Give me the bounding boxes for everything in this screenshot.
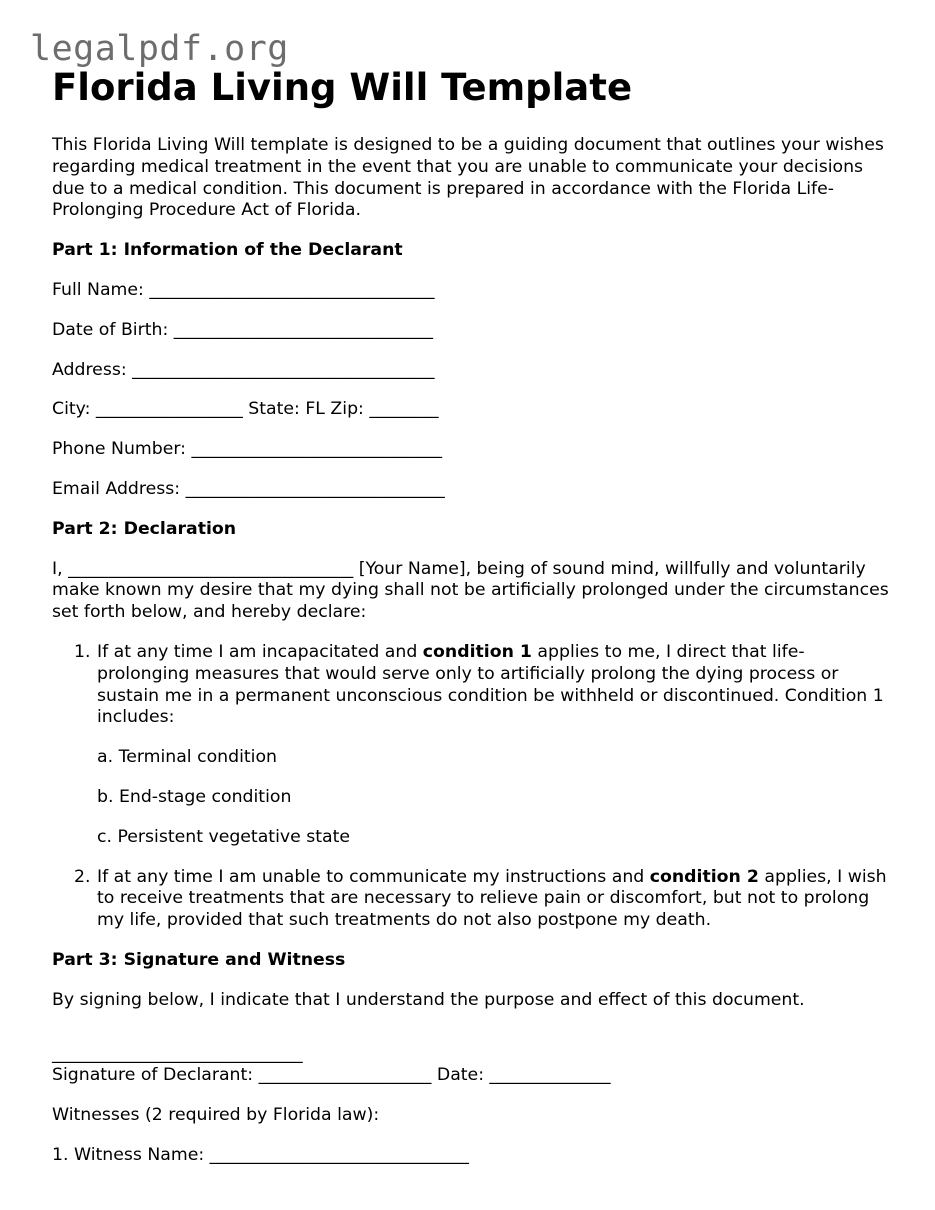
list-item bbox=[52, 867, 892, 932]
sub-item: a. Terminal condition bbox=[97, 747, 278, 768]
document-body bbox=[52, 66, 892, 1185]
intro-paragraph: This Florida Living Will template is designed to be a guiding document that outlines your wishes regarding medical treatment in the event that you are unable to communicate your decisions due to a medical condition. This document is prepared in accordance with the Florida Life-Prolonging Procedure Act of Florida. bbox=[52, 135, 884, 221]
item1-bold-text: condition 1 bbox=[422, 641, 532, 662]
page-title: Florida Living Will Template bbox=[52, 66, 633, 109]
part3-heading: Part 3: Signature and Witness bbox=[52, 949, 346, 970]
item1-text-after: applies to me, I direct that life-prolonging measures that would serve only to artificially prolong the dying process or sustain me in a permanent unconscious condition be withheld or discontinued. Condition 1 includes: bbox=[97, 641, 884, 728]
phone-number-field: Phone Number: _____________________________ bbox=[52, 439, 443, 460]
address-field: Address: ___________________________________ bbox=[52, 359, 435, 380]
city-state-zip-field: City: _________________ State: FL Zip: ________ bbox=[52, 399, 439, 420]
sub-item: b. End-stage condition bbox=[97, 786, 292, 807]
witness1-name-field: 1. Witness Name: ______________________________ bbox=[52, 1144, 469, 1165]
list-item-number: 1. bbox=[74, 641, 91, 662]
item1-text-before: If at any time I am incapacitated and bbox=[97, 641, 423, 662]
list-item bbox=[52, 642, 892, 849]
signing-statement: By signing below, I indicate that I understand the purpose and effect of this document. bbox=[52, 989, 805, 1010]
signature-date-line: Signature of Declarant: ____________________ Date: ______________ bbox=[52, 1065, 611, 1086]
item2-text-before: If at any time I am unable to communicate my instructions and bbox=[97, 866, 650, 887]
signature-blank: _____________________________ bbox=[52, 1043, 303, 1064]
declaration-paragraph: I, _________________________________ [Your Name], being of sound mind, willfully and voluntarily make known my desire that my dying shall not be artificially prolonged under the circumstances set forth below, and hereby declare: bbox=[52, 558, 889, 623]
watermark: legalpdf.org bbox=[30, 29, 289, 69]
conditions-list bbox=[52, 642, 892, 932]
part2-heading: Part 2: Declaration bbox=[52, 518, 237, 539]
sub-item: c. Persistent vegetative state bbox=[97, 826, 350, 847]
full-name-field: Full Name: _________________________________ bbox=[52, 279, 435, 300]
date-of-birth-field: Date of Birth: ______________________________ bbox=[52, 319, 433, 340]
item2-bold-text: condition 2 bbox=[649, 866, 759, 887]
witnesses-label: Witnesses (2 required by Florida law): bbox=[52, 1105, 380, 1126]
part1-heading: Part 1: Information of the Declarant bbox=[52, 240, 403, 261]
list-item-number: 2. bbox=[74, 866, 91, 887]
email-address-field: Email Address: ______________________________ bbox=[52, 478, 445, 499]
item2-text-after: applies, I wish to receive treatments that are necessary to relieve pain or discomfort, but not to prolong my life, provided that such treatments do not also postpone my death. bbox=[97, 866, 887, 931]
